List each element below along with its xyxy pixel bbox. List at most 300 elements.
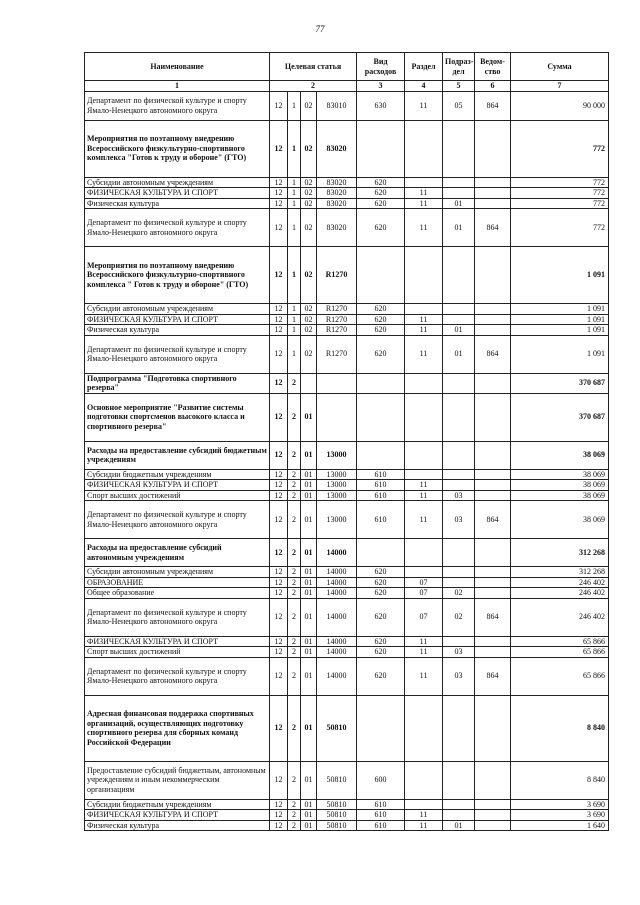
target-code-2: 1 (288, 209, 301, 247)
expense-type (357, 247, 405, 304)
section: 11 (405, 335, 443, 373)
target-code-2: 1 (288, 314, 301, 325)
target-code-2: 2 (288, 761, 301, 799)
subsection: 03 (443, 501, 475, 539)
subsection (443, 188, 475, 199)
target-code-4: R1270 (317, 314, 357, 325)
department (475, 647, 511, 658)
expense-type: 620 (357, 209, 405, 247)
expense-type: 620 (357, 598, 405, 636)
section (405, 393, 443, 441)
table-row (85, 373, 609, 393)
table-row (85, 393, 609, 441)
target-code-2: 2 (288, 799, 301, 810)
row-name: Департамент по физической культуре и спорту Ямало-Ненецкого автономного округа (85, 598, 270, 636)
target-code-3: 02 (301, 91, 317, 120)
target-code-4: R1270 (317, 335, 357, 373)
column-number: 1 (85, 81, 270, 92)
target-code-3 (301, 373, 317, 393)
target-code-3: 01 (301, 647, 317, 658)
target-code-2: 2 (288, 539, 301, 567)
target-code-4: 50810 (317, 810, 357, 821)
department (475, 820, 511, 831)
subsection (443, 810, 475, 821)
target-code-1: 12 (270, 209, 288, 247)
amount: 65 866 (511, 636, 609, 647)
target-code-3: 02 (301, 335, 317, 373)
subsection: 01 (443, 820, 475, 831)
department (475, 480, 511, 491)
expense-type: 620 (357, 304, 405, 315)
section: 11 (405, 209, 443, 247)
section: 11 (405, 188, 443, 199)
section (405, 247, 443, 304)
target-code-3: 01 (301, 441, 317, 469)
amount: 8 840 (511, 761, 609, 799)
table-row (85, 636, 609, 647)
subsection: 01 (443, 209, 475, 247)
amount: 65 866 (511, 657, 609, 695)
table-row (85, 325, 609, 336)
expense-type (357, 695, 405, 761)
table-row (85, 247, 609, 304)
target-code-2: 1 (288, 120, 301, 177)
department (475, 636, 511, 647)
section: 07 (405, 577, 443, 588)
target-code-4: 13000 (317, 480, 357, 491)
table-row (85, 469, 609, 480)
column-number: 7 (511, 81, 609, 92)
subsection (443, 577, 475, 588)
table-row (85, 441, 609, 469)
target-code-3: 01 (301, 567, 317, 578)
target-code-2: 2 (288, 820, 301, 831)
target-code-3: 01 (301, 588, 317, 599)
table-row (85, 480, 609, 491)
column-number: 3 (357, 81, 405, 92)
section: 11 (405, 325, 443, 336)
expense-type (357, 120, 405, 177)
target-code-3: 01 (301, 539, 317, 567)
target-code-4: 50810 (317, 799, 357, 810)
column-number-row (85, 81, 609, 92)
target-code-1: 12 (270, 799, 288, 810)
target-code-1: 12 (270, 598, 288, 636)
amount: 38 069 (511, 490, 609, 501)
target-code-3: 01 (301, 636, 317, 647)
amount: 38 069 (511, 441, 609, 469)
target-code-1: 12 (270, 247, 288, 304)
department (475, 247, 511, 304)
department: 864 (475, 335, 511, 373)
expense-type (357, 373, 405, 393)
target-code-3: 01 (301, 501, 317, 539)
target-code-1: 12 (270, 480, 288, 491)
target-code-1: 12 (270, 177, 288, 188)
target-code-4: 14000 (317, 577, 357, 588)
target-code-1: 12 (270, 91, 288, 120)
section (405, 373, 443, 393)
department: 864 (475, 598, 511, 636)
target-code-3: 01 (301, 810, 317, 821)
target-code-1: 12 (270, 820, 288, 831)
expense-type: 620 (357, 177, 405, 188)
target-code-1: 12 (270, 373, 288, 393)
table-row (85, 501, 609, 539)
target-code-4 (317, 393, 357, 441)
expense-type: 620 (357, 588, 405, 599)
target-code-2: 2 (288, 393, 301, 441)
subsection (443, 799, 475, 810)
expense-type: 630 (357, 91, 405, 120)
subsection (443, 441, 475, 469)
target-code-4: 13000 (317, 469, 357, 480)
subsection (443, 120, 475, 177)
department (475, 490, 511, 501)
amount: 1 091 (511, 335, 609, 373)
expense-type: 620 (357, 577, 405, 588)
amount: 772 (511, 209, 609, 247)
table-row (85, 198, 609, 209)
table-row (85, 810, 609, 821)
target-code-3: 01 (301, 393, 317, 441)
section: 11 (405, 647, 443, 658)
section: 11 (405, 91, 443, 120)
expense-type: 620 (357, 567, 405, 578)
target-code-4: 83020 (317, 198, 357, 209)
row-name: ФИЗИЧЕСКАЯ КУЛЬТУРА И СПОРТ (85, 636, 270, 647)
section (405, 567, 443, 578)
target-code-3: 02 (301, 314, 317, 325)
row-name: Основное мероприятие "Развитие системы подготовки спортсменов высокого класса и спортивного резерва" (85, 393, 270, 441)
target-code-3: 01 (301, 480, 317, 491)
target-code-1: 12 (270, 314, 288, 325)
target-code-3: 01 (301, 490, 317, 501)
target-code-1: 12 (270, 761, 288, 799)
section (405, 799, 443, 810)
target-code-4: 83020 (317, 188, 357, 199)
subsection: 03 (443, 647, 475, 658)
target-code-1: 12 (270, 695, 288, 761)
row-name: Субсидии бюджетным учреждениям (85, 799, 270, 810)
target-code-3: 02 (301, 188, 317, 199)
target-code-4: 83010 (317, 91, 357, 120)
target-code-3: 02 (301, 198, 317, 209)
target-code-4: 14000 (317, 567, 357, 578)
expense-type: 620 (357, 335, 405, 373)
table-row (85, 588, 609, 599)
target-code-2: 2 (288, 588, 301, 599)
table-row (85, 314, 609, 325)
target-code-1: 12 (270, 198, 288, 209)
target-code-3: 01 (301, 761, 317, 799)
department (475, 304, 511, 315)
target-code-2: 2 (288, 695, 301, 761)
target-code-2: 2 (288, 647, 301, 658)
target-code-2: 2 (288, 810, 301, 821)
target-code-3: 01 (301, 469, 317, 480)
expense-type (357, 441, 405, 469)
target-code-1: 12 (270, 188, 288, 199)
section (405, 441, 443, 469)
target-code-1: 12 (270, 539, 288, 567)
table-row (85, 120, 609, 177)
amount: 772 (511, 120, 609, 177)
target-code-3: 01 (301, 799, 317, 810)
target-code-4: 14000 (317, 588, 357, 599)
expense-type: 610 (357, 810, 405, 821)
target-code-4: 14000 (317, 657, 357, 695)
target-code-3: 02 (301, 209, 317, 247)
amount: 312 268 (511, 539, 609, 567)
target-code-4: 50810 (317, 820, 357, 831)
subsection: 02 (443, 588, 475, 599)
header-expense-type: Вид расходов (357, 53, 405, 81)
amount: 312 268 (511, 567, 609, 578)
target-code-2: 2 (288, 636, 301, 647)
subsection (443, 177, 475, 188)
target-code-2: 2 (288, 567, 301, 578)
table-row (85, 177, 609, 188)
table-row (85, 598, 609, 636)
target-code-2: 2 (288, 501, 301, 539)
target-code-1: 12 (270, 501, 288, 539)
amount: 1 091 (511, 314, 609, 325)
amount: 772 (511, 198, 609, 209)
expense-type: 600 (357, 761, 405, 799)
target-code-1: 12 (270, 393, 288, 441)
subsection (443, 695, 475, 761)
row-name: Департамент по физической культуре и спорту Ямало-Ненецкого автономного округа (85, 501, 270, 539)
row-name: ФИЗИЧЕСКАЯ КУЛЬТУРА И СПОРТ (85, 188, 270, 199)
target-code-4: 14000 (317, 539, 357, 567)
target-code-3: 02 (301, 177, 317, 188)
department (475, 588, 511, 599)
amount: 38 069 (511, 501, 609, 539)
target-code-3: 01 (301, 598, 317, 636)
row-name: Субсидии автономным учреждениям (85, 304, 270, 315)
target-code-1: 12 (270, 325, 288, 336)
table-row (85, 761, 609, 799)
target-code-2: 1 (288, 177, 301, 188)
subsection: 01 (443, 198, 475, 209)
row-name: Физическая культура (85, 325, 270, 336)
budget-table (84, 52, 609, 831)
target-code-4 (317, 373, 357, 393)
amount: 38 069 (511, 480, 609, 491)
table-row (85, 539, 609, 567)
section (405, 695, 443, 761)
target-code-1: 12 (270, 304, 288, 315)
amount: 370 687 (511, 373, 609, 393)
amount: 3 690 (511, 810, 609, 821)
section (405, 761, 443, 799)
department (475, 177, 511, 188)
header-row (85, 53, 609, 81)
department (475, 373, 511, 393)
target-code-1: 12 (270, 647, 288, 658)
expense-type: 610 (357, 799, 405, 810)
row-name: Физическая культура (85, 198, 270, 209)
row-name: Физическая культура (85, 820, 270, 831)
section: 07 (405, 598, 443, 636)
target-code-2: 1 (288, 325, 301, 336)
section: 11 (405, 636, 443, 647)
expense-type: 620 (357, 314, 405, 325)
row-name: ФИЗИЧЕСКАЯ КУЛЬТУРА И СПОРТ (85, 480, 270, 491)
table-row (85, 188, 609, 199)
amount: 1 640 (511, 820, 609, 831)
row-name: Подпрограмма "Подготовка спортивного резерва" (85, 373, 270, 393)
department: 864 (475, 657, 511, 695)
row-name: Субсидии автономным учреждениям (85, 177, 270, 188)
department: 864 (475, 91, 511, 120)
subsection: 03 (443, 657, 475, 695)
expense-type: 620 (357, 647, 405, 658)
target-code-4: R1270 (317, 325, 357, 336)
subsection (443, 480, 475, 491)
target-code-4: R1270 (317, 304, 357, 315)
department: 864 (475, 209, 511, 247)
table-row (85, 820, 609, 831)
target-code-2: 1 (288, 198, 301, 209)
target-code-3: 01 (301, 657, 317, 695)
expense-type (357, 539, 405, 567)
section: 11 (405, 490, 443, 501)
department (475, 120, 511, 177)
target-code-2: 2 (288, 657, 301, 695)
subsection (443, 304, 475, 315)
row-name: Расходы на предоставление субсидий автономным учреждениям (85, 539, 270, 567)
target-code-1: 12 (270, 120, 288, 177)
section: 11 (405, 657, 443, 695)
target-code-2: 2 (288, 441, 301, 469)
subsection (443, 761, 475, 799)
table-row (85, 799, 609, 810)
target-code-3: 02 (301, 304, 317, 315)
amount: 65 866 (511, 647, 609, 658)
target-code-2: 2 (288, 490, 301, 501)
target-code-2: 1 (288, 91, 301, 120)
subsection (443, 567, 475, 578)
header-department: Ведом-ство (475, 53, 511, 81)
target-code-3: 02 (301, 325, 317, 336)
amount: 1 091 (511, 304, 609, 315)
header-section: Раздел (405, 53, 443, 81)
subsection: 01 (443, 335, 475, 373)
row-name: Департамент по физической культуре и спорту Ямало-Ненецкого автономного округа (85, 209, 270, 247)
table-row (85, 657, 609, 695)
department (475, 577, 511, 588)
department (475, 799, 511, 810)
expense-type: 610 (357, 501, 405, 539)
department (475, 695, 511, 761)
target-code-2: 1 (288, 335, 301, 373)
target-code-4: 13000 (317, 501, 357, 539)
target-code-1: 12 (270, 577, 288, 588)
table-row (85, 567, 609, 578)
table-row (85, 577, 609, 588)
row-name: Субсидии бюджетным учреждениям (85, 469, 270, 480)
header-target: Целевая статья (270, 53, 357, 81)
subsection: 03 (443, 490, 475, 501)
amount: 772 (511, 177, 609, 188)
department (475, 810, 511, 821)
target-code-1: 12 (270, 810, 288, 821)
section (405, 469, 443, 480)
target-code-1: 12 (270, 567, 288, 578)
target-code-4: 83020 (317, 120, 357, 177)
target-code-4: 83020 (317, 177, 357, 188)
column-number: 6 (475, 81, 511, 92)
subsection: 02 (443, 598, 475, 636)
table-row (85, 304, 609, 315)
row-name: Спорт высших достижений (85, 647, 270, 658)
section (405, 120, 443, 177)
table-row (85, 647, 609, 658)
row-name: Департамент по физической культуре и спорту Ямало-Ненецкого автономного округа (85, 335, 270, 373)
target-code-3: 01 (301, 577, 317, 588)
department (475, 469, 511, 480)
amount: 1 091 (511, 247, 609, 304)
column-number: 4 (405, 81, 443, 92)
target-code-2: 2 (288, 598, 301, 636)
column-number: 2 (270, 81, 357, 92)
subsection (443, 393, 475, 441)
table-row (85, 209, 609, 247)
expense-type: 620 (357, 198, 405, 209)
target-code-1: 12 (270, 490, 288, 501)
table-row (85, 335, 609, 373)
department (475, 441, 511, 469)
amount: 246 402 (511, 577, 609, 588)
section: 11 (405, 314, 443, 325)
row-name: Мероприятия по поэтапному внедрению Всероссийского физкультурно-спортивного комплекса " Готов к труду и обороне" (ГТО) (85, 247, 270, 304)
row-name: Мероприятия по поэтапному внедрению Всероссийского физкультурно-спортивного комплекса "Готов к труду и обороне" (ГТО) (85, 120, 270, 177)
expense-type: 620 (357, 188, 405, 199)
subsection (443, 247, 475, 304)
section: 11 (405, 480, 443, 491)
subsection (443, 314, 475, 325)
amount: 370 687 (511, 393, 609, 441)
subsection (443, 539, 475, 567)
row-name: Расходы на предоставление субсидий бюджетным учреждениям (85, 441, 270, 469)
target-code-4: 50810 (317, 695, 357, 761)
expense-type: 610 (357, 480, 405, 491)
target-code-2: 1 (288, 188, 301, 199)
expense-type: 610 (357, 820, 405, 831)
department (475, 314, 511, 325)
target-code-1: 12 (270, 335, 288, 373)
expense-type: 620 (357, 636, 405, 647)
table-row (85, 490, 609, 501)
target-code-3: 01 (301, 695, 317, 761)
target-code-4: 50810 (317, 761, 357, 799)
amount: 772 (511, 188, 609, 199)
target-code-1: 12 (270, 469, 288, 480)
target-code-2: 1 (288, 304, 301, 315)
row-name: Департамент по физической культуре и спорту Ямало-Ненецкого автономного округа (85, 657, 270, 695)
department (475, 539, 511, 567)
amount: 246 402 (511, 598, 609, 636)
subsection (443, 636, 475, 647)
target-code-4: R1270 (317, 247, 357, 304)
target-code-3: 01 (301, 820, 317, 831)
section (405, 539, 443, 567)
target-code-2: 2 (288, 373, 301, 393)
section: 11 (405, 820, 443, 831)
target-code-3: 02 (301, 120, 317, 177)
